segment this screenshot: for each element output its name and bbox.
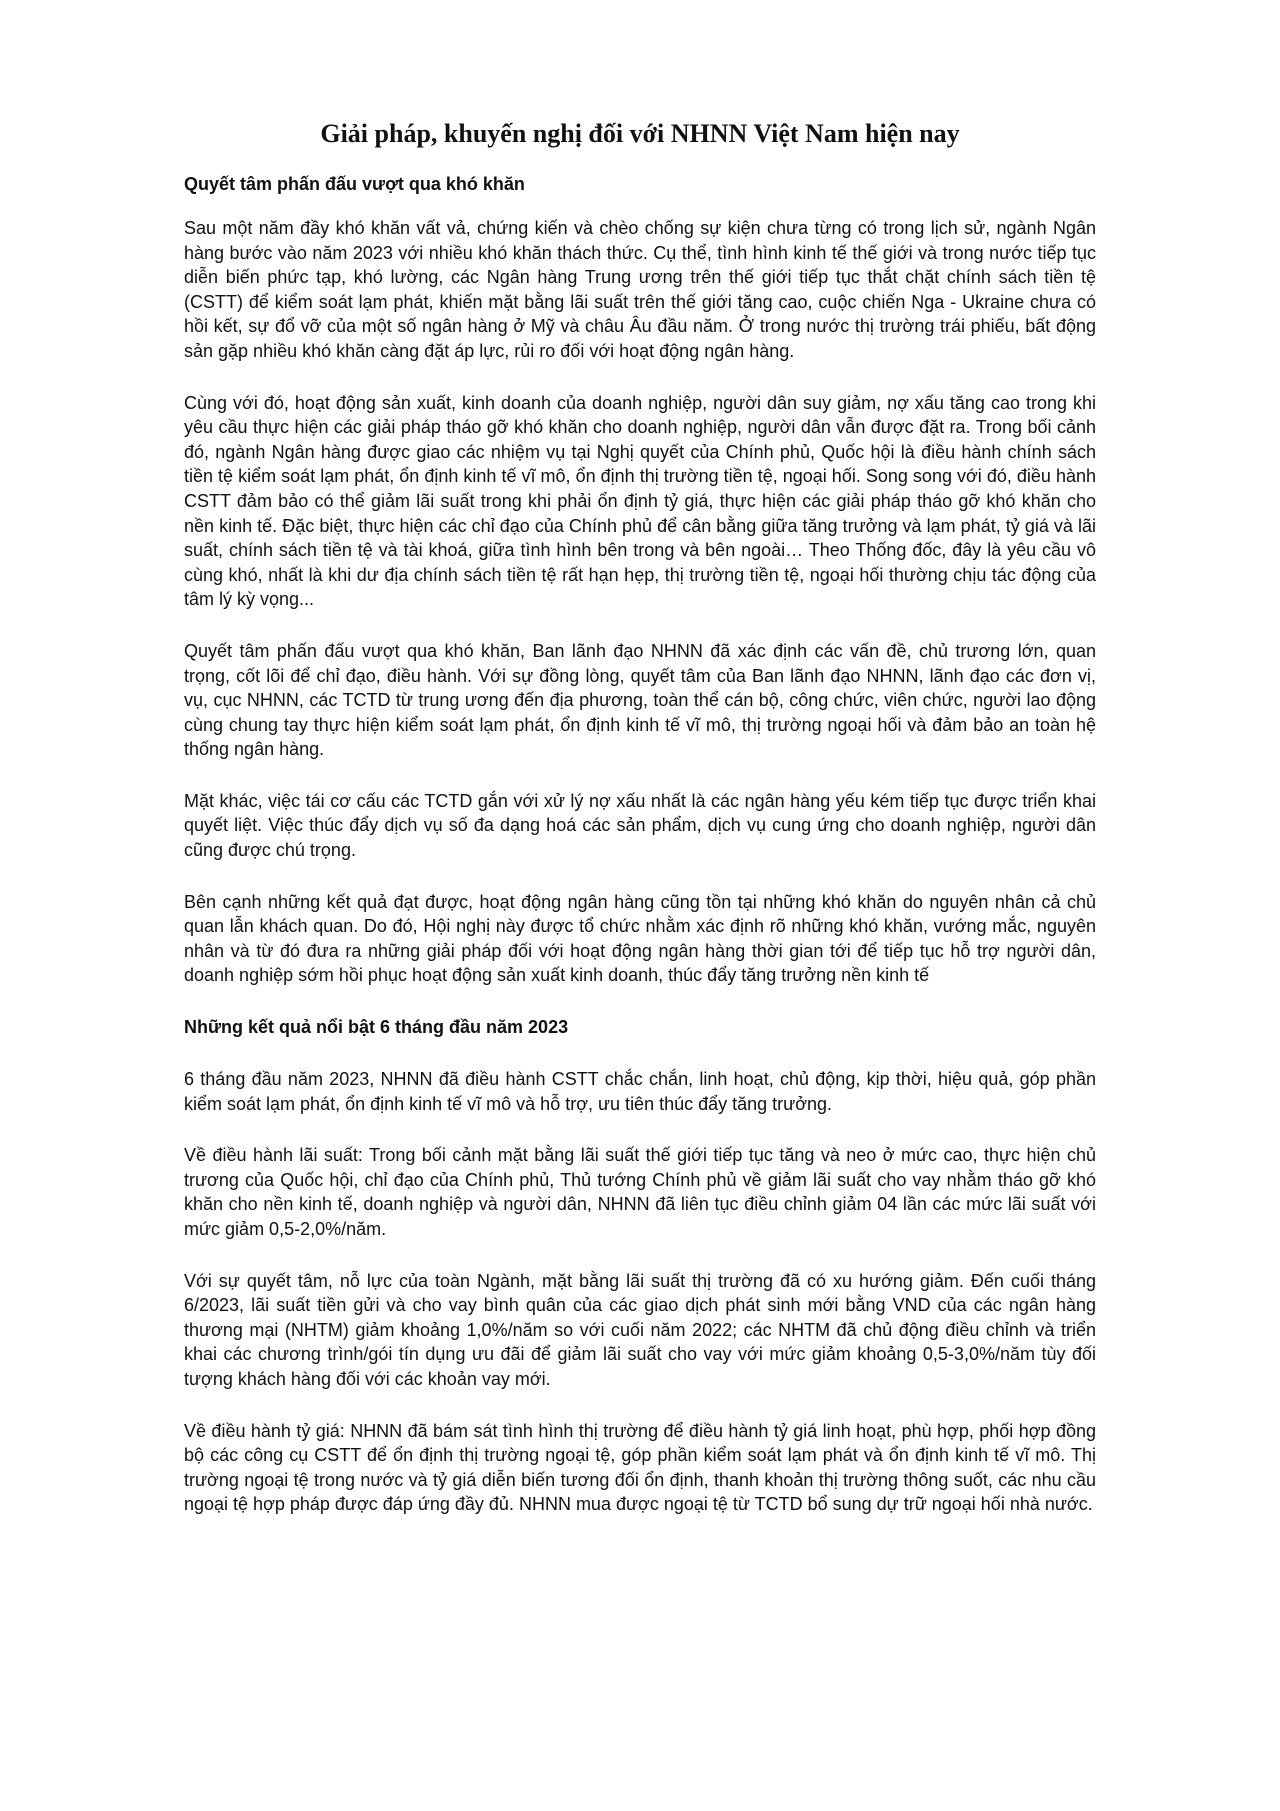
section-heading: Những kết quả nổi bật 6 tháng đầu năm 2023 — [184, 1017, 569, 1038]
section-heading: Quyết tâm phấn đấu vượt qua khó khăn — [184, 174, 525, 194]
paragraph: Cùng với đó, hoạt động sản xuất, kinh doanh của doanh nghiệp, người dân suy giảm, nợ xấu tăng cao trong khi yêu cầu thực hiện các giải pháp tháo gỡ khó khăn cho doanh nghiệp, người dân vẫn được đặt ra. Trong bối cảnh đó, ngành Ngân hàng được giao các nhiệm vụ tại Nghị quyết của Chính phủ, Quốc hội là điều hành chính sách tiền tệ kiểm soát lạm phát, ổn định kinh tế vĩ mô, ổn định thị trường tiền tệ, ngoại hối. Song song với đó, điều hành CSTT đảm bảo có thể giảm lãi suất trong khi phải ổn định tỷ giá, thực hiện các giải pháp tháo gỡ khó khăn cho nền kinh tế. Đặc biệt, thực hiện các chỉ đạo của Chính phủ để cân bằng giữa tăng trưởng và lạm phát, tỷ giá và lãi suất, chính sách tiền tệ và tài khoá, giữa tình hình bên trong và bên ngoài… Theo Thống đốc, đây là yêu cầu vô cùng khó, nhất là khi dư địa chính sách tiền tệ rất hạn hẹp, thị trường tiền tệ, ngoại hối thường chịu tác động của tâm lý kỳ vọng... — [184, 392, 1096, 610]
document-page — [184, 118, 1096, 1544]
paragraph: Với sự quyết tâm, nỗ lực của toàn Ngành, mặt bằng lãi suất thị trường đã có xu hướng giảm. Đến cuối tháng 6/2023, lãi suất tiền gửi và cho vay bình quân của các giao dịch phát sinh mới bằng VND của các ngân hàng thương mại (NHTM) giảm khoảng 1,0%/năm so với cuối năm 2022; các NHTM đã chủ động điều chỉnh và triển khai các chương trình/gói tín dụng ưu đãi để giảm lãi suất cho vay với mức giảm khoảng 0,5-3,0%/năm tùy đối tượng khách hàng đối với các khoản vay mới. — [184, 1270, 1096, 1389]
document-title: Giải pháp, khuyến nghị đối với NHNN Việt Nam hiện nay — [320, 119, 960, 148]
paragraph: Sau một năm đầy khó khăn vất vả, chứng kiến và chèo chống sự kiện chưa từng có trong lịch sử, ngành Ngân hàng bước vào năm 2023 với nhiều khó khăn thách thức. Cụ thể, tình hình kinh tế thế giới và trong nước tiếp tục diễn biến phức tạp, khó lường, các Ngân hàng Trung ương trên thế giới tiếp tục thắt chặt chính sách tiền tệ (CSTT) để kiểm soát lạm phát, khiến mặt bằng lãi suất trên thế giới tăng cao, cuộc chiến Nga - Ukraine chưa có hồi kết, sự đổ vỡ của một số ngân hàng ở Mỹ và châu Âu đầu năm. Ở trong nước thị trường trái phiếu, bất động sản gặp nhiều khó khăn càng đặt áp lực, rủi ro đối với hoạt động ngân hàng. — [184, 218, 1096, 361]
paragraph: Quyết tâm phấn đấu vượt qua khó khăn, Ban lãnh đạo NHNN đã xác định các vấn đề, chủ trương lớn, quan trọng, cốt lõi để chỉ đạo, điều hành. Với sự đồng lòng, quyết tâm của Ban lãnh đạo NHNN, lãnh đạo các đơn vị, vụ, cục NHNN, các TCTD từ trung ương đến địa phương, toàn thể cán bộ, công chức, viên chức, người lao động cùng chung tay thực hiện kiểm soát lạm phát, ổn định kinh tế vĩ mô, thị trường ngoại hối và đảm bảo an toàn hệ thống ngân hàng. — [184, 640, 1096, 760]
paragraph: Bên cạnh những kết quả đạt được, hoạt động ngân hàng cũng tồn tại những khó khăn do nguyên nhân cả chủ quan lẫn khách quan. Do đó, Hội nghị này được tổ chức nhằm xác định rõ những khó khăn, vướng mắc, nguyên nhân và từ đó đưa ra những giải pháp đối với hoạt động ngân hàng thời gian tới để tiếp tục hỗ trợ người dân, doanh nghiệp sớm hồi phục hoạt động sản xuất kinh doanh, thúc đẩy tăng trưởng nền kinh tế — [184, 891, 1096, 986]
paragraph: 6 tháng đầu năm 2023, NHNN đã điều hành CSTT chắc chắn, linh hoạt, chủ động, kịp thời, hiệu quả, góp phần kiểm soát lạm phát, ổn định kinh tế vĩ mô và hỗ trợ, ưu tiên thúc đẩy tăng trưởng. — [184, 1069, 1096, 1114]
paragraph: Về điều hành lãi suất: Trong bối cảnh mặt bằng lãi suất thế giới tiếp tục tăng và neo ở mức cao, thực hiện chủ trương của Quốc hội, chỉ đạo của Chính phủ, Thủ tướng Chính phủ về giảm lãi suất cho vay nhằm tháo gỡ khó khăn cho nền kinh tế, doanh nghiệp và người dân, NHNN đã liên tục điều chỉnh giảm 04 lần các mức lãi suất với mức giảm 0,5-2,0%/năm. — [184, 1145, 1096, 1239]
paragraph: Mặt khác, việc tái cơ cấu các TCTD gắn với xử lý nợ xấu nhất là các ngân hàng yếu kém tiếp tục được triển khai quyết liệt. Việc thúc đẩy dịch vụ số đa dạng hoá các sản phẩm, dịch vụ cung ứng cho doanh nghiệp, người dân cũng được chú trọng. — [184, 790, 1096, 861]
paragraph: Về điều hành tỷ giá: NHNN đã bám sát tình hình thị trường để điều hành tỷ giá linh hoạt, phù hợp, phối hợp đồng bộ các công cụ CSTT để ổn định thị trường ngoại tệ, góp phần kiểm soát lạm phát và ổn định kinh tế vĩ mô. Thị trường ngoại tệ trong nước và tỷ giá diễn biến tương đối ổn định, thanh khoản thị trường thông suốt, các nhu cầu ngoại tệ hợp pháp được đáp ứng đầy đủ. NHNN mua được ngoại tệ từ TCTD bổ sung dự trữ ngoại hối nhà nước. — [184, 1420, 1096, 1515]
